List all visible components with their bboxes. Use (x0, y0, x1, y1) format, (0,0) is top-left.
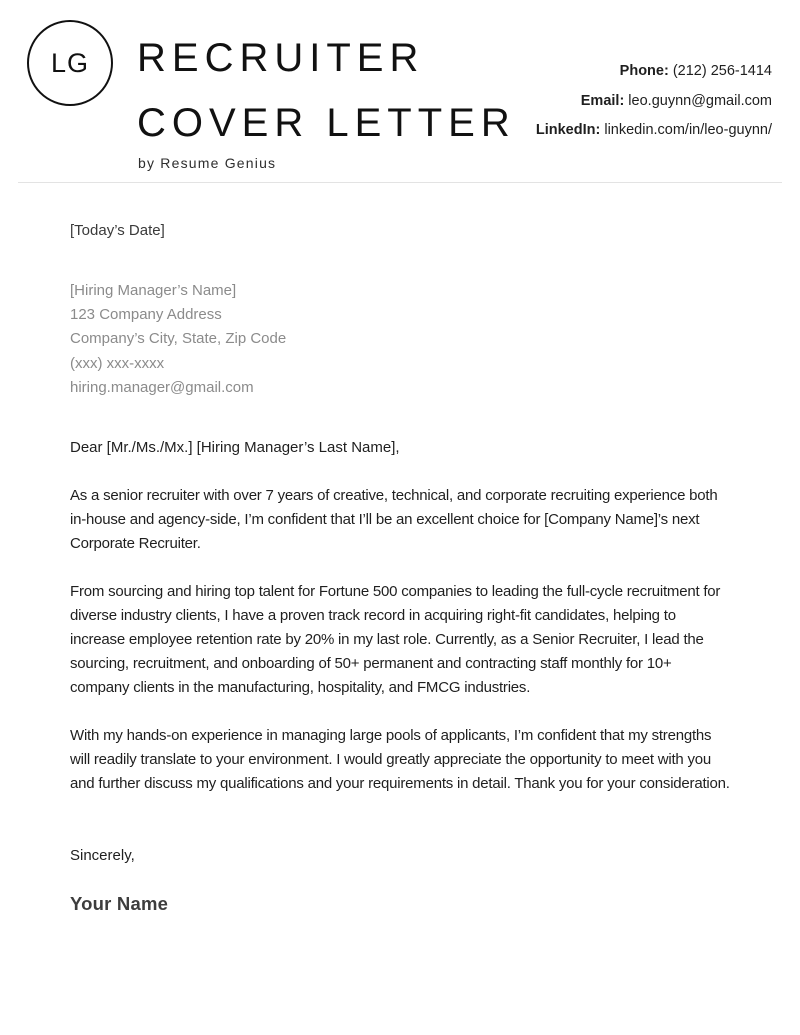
document-title (137, 26, 516, 156)
closing-valediction: Sincerely, (70, 847, 135, 865)
recipient-address: 123 Company Address (70, 306, 222, 324)
contact-email (536, 87, 772, 117)
email-value: leo.guynn@gmail.com (624, 92, 772, 109)
title-line-1: RECRUITER (137, 36, 425, 80)
paragraph-intro: As a senior recruiter with over 7 years of creative, technical, and corporate recruiting experience both in-house and agency-side, I’m confident that I’ll be an excellent choice for [Company Name]’s next Corporate Recruiter. (70, 487, 718, 553)
salutation: Dear [Mr./Ms./Mx.] [Hiring Manager’s Last Name], (70, 439, 400, 457)
phone-value: (212) 256-1414 (668, 63, 772, 79)
linkedin-value: linkedin.com/in/leo-guynn/ (600, 122, 772, 138)
recipient-name: [Hiring Manager’s Name] (70, 282, 237, 299)
contact-phone (536, 57, 772, 87)
title-line-2: COVER LETTER (137, 101, 516, 145)
byline: by Resume Genius (138, 155, 277, 171)
letter-body (0, 219, 800, 916)
signature-name: Your Name (70, 893, 169, 915)
initials-logo (27, 20, 113, 106)
date-placeholder: [Today’s Date] (70, 222, 165, 239)
phone-label: Phone: (619, 63, 669, 79)
recipient-block (70, 279, 730, 400)
contact-linkedin (536, 116, 772, 146)
linkedin-label: LinkedIn: (535, 122, 601, 138)
recipient-email: hiring.manager@gmail.com (70, 378, 254, 396)
paragraph-experience: From sourcing and hiring top talent for Fortune 500 companies to leading the full-cycle recruitment for diverse industry clients, I have a proven track record in acquiring right-fit candidates, helping to increase employee retention rate by 20% in my last role. Currently, as a Senior Recruiter, I lead the sourcing, recruitment, and onboarding of 50+ permanent and contracting staff monthly for 10+ company clients in the manufacturing, hospitality, and FMCG industries. (70, 583, 721, 697)
header-divider (18, 182, 782, 183)
email-label: Email: (580, 92, 625, 109)
contact-info (536, 57, 772, 146)
recipient-phone: (xxx) xxx-xxxx (70, 354, 165, 372)
paragraph-closing-pitch: With my hands-on experience in managing large pools of applicants, I’m confident that my strengths will readily translate to your environment. I would greatly appreciate the opportunity to meet with you and further discuss my qualifications and your requirements in detail. Thank you for your consideration. (70, 727, 730, 793)
recipient-city-state-zip: Company’s City, State, Zip Code (70, 330, 287, 348)
logo-initials-text: LG (50, 47, 90, 78)
letterhead (0, 0, 800, 183)
